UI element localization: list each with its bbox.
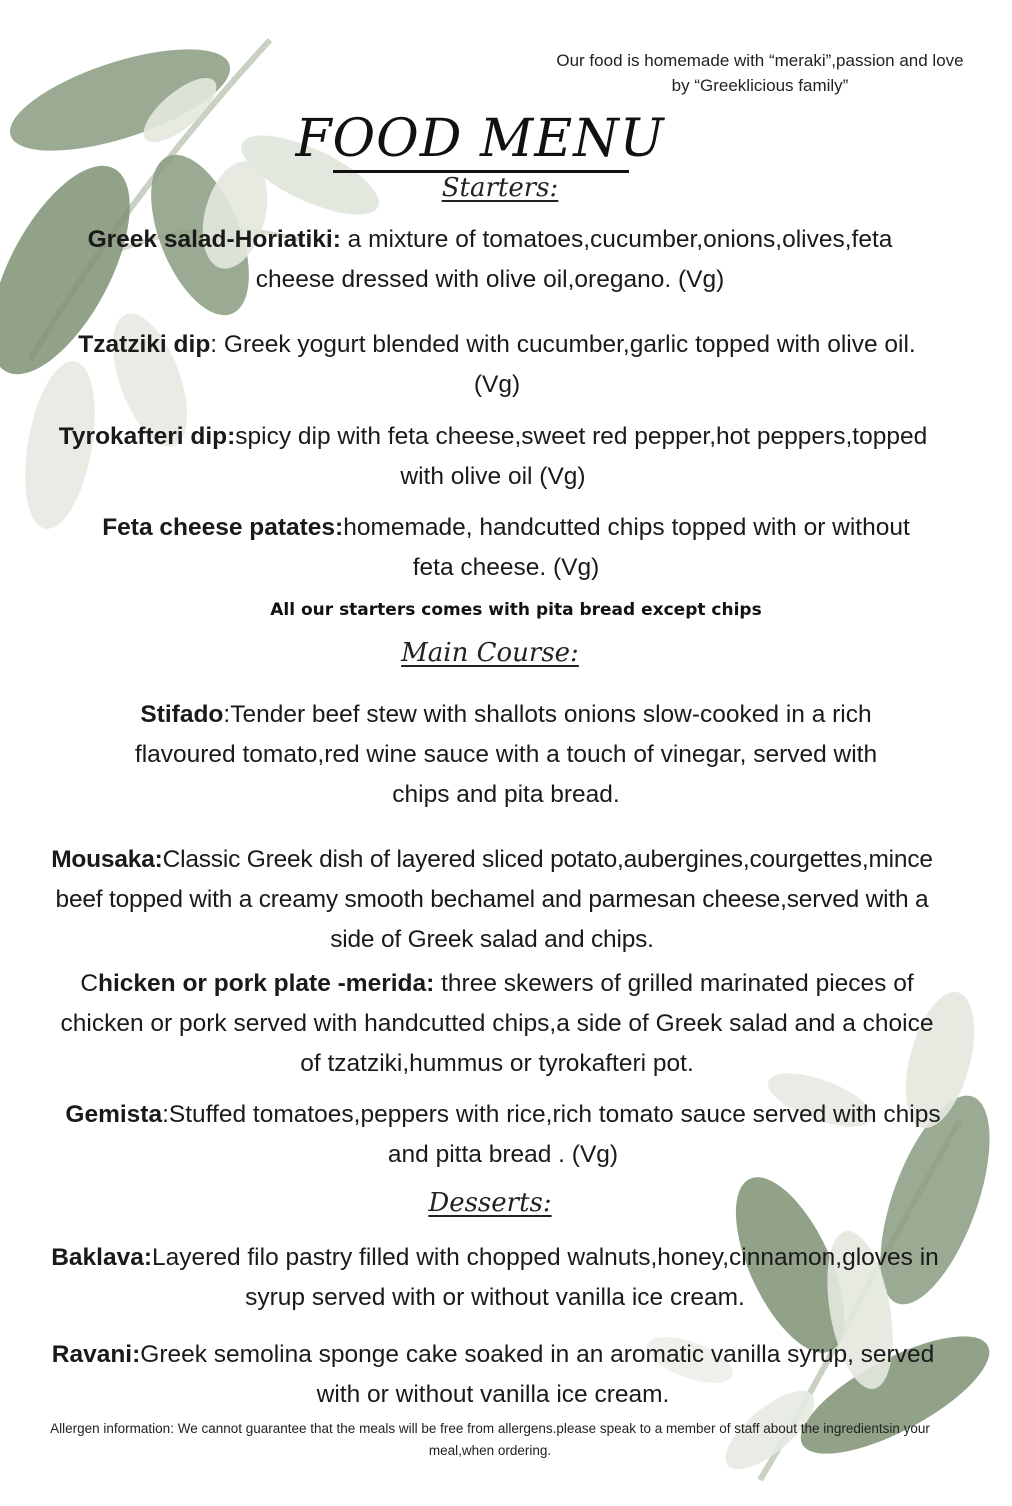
item-description: cheese dressed with olive oil,oregano. (Vg) — [255, 266, 725, 293]
item-description: (Vg) — [473, 371, 521, 398]
menu-item-baklava — [0, 1238, 990, 1318]
menu-item-gemista — [0, 1095, 1006, 1175]
item-name: Mousaka: — [51, 846, 163, 873]
menu-item-tyrokafteri — [0, 417, 986, 497]
item-description: a mixture of tomatoes,cucumber,onions,olives,feta — [340, 226, 893, 253]
item-description: Classic Greek dish of layered sliced potato,aubergines,courgettes,mince — [162, 846, 933, 873]
item-name: Ravani: — [51, 1341, 141, 1368]
menu-item-feta-patates — [0, 508, 1012, 588]
item-description: chicken or pork served with handcutted chips,a side of Greek salad and a choice — [60, 1010, 934, 1037]
item-description: and pitta bread . (Vg) — [387, 1141, 619, 1168]
item-description: homemade, handcutted chips topped with or without — [343, 514, 910, 541]
item-description: Greek semolina sponge cake soaked in an aromatic vanilla syrup, served — [140, 1341, 935, 1368]
item-description: beef topped with a creamy smooth bechamel and parmesan cheese,served with a — [55, 886, 929, 913]
tagline-line-2: by “Greeklicious family” — [671, 76, 849, 95]
item-description: spicy dip with feta cheese,sweet red pepper,hot peppers,topped — [235, 423, 928, 450]
item-description: chips and pita bread. — [392, 781, 620, 808]
item-name: Baklava: — [51, 1244, 153, 1271]
section-desserts: Desserts: — [428, 1188, 552, 1218]
item-description: with olive oil (Vg) — [400, 463, 586, 490]
item-description: :Tender beef stew with shallots onions slow-cooked in a rich — [223, 701, 872, 728]
item-name: Tyrokafteri dip: — [58, 423, 236, 450]
menu-item-tzatziki — [0, 325, 994, 405]
item-description: with or without vanilla ice cream. — [316, 1381, 670, 1408]
menu-item-mousaka — [0, 840, 984, 960]
item-description: flavoured tomato,red wine sauce with a touch of vinegar, served with — [134, 741, 878, 768]
menu-item-merida — [0, 964, 994, 1084]
section-starters: Starters: — [441, 173, 559, 203]
tagline-line-1: Our food is homemade with “meraki”,passion and love — [556, 51, 964, 70]
item-description: : Greek yogurt blended with cucumber,garlic topped with olive oil. — [210, 331, 916, 358]
item-name: Greek salad-Horiatiki: — [87, 226, 341, 253]
starters-note: All our starters comes with pita bread except chips — [270, 600, 762, 620]
item-description: :Stuffed tomatoes,peppers with rice,rich tomato sauce served with chips — [162, 1101, 941, 1128]
section-main-course: Main Course: — [401, 638, 579, 668]
item-description: three skewers of grilled marinated pieces of — [434, 970, 914, 997]
page-title: FOOD MENU — [295, 109, 665, 169]
item-name: Tzatziki dip — [78, 331, 211, 358]
item-description: syrup served with or without vanilla ice cream. — [245, 1284, 745, 1311]
menu-item-ravani — [0, 1335, 986, 1415]
item-description: of tzatziki,hummus or tyrokafteri pot. — [300, 1050, 694, 1077]
item-name: Feta cheese patates: — [102, 514, 344, 541]
item-description: Layered filo pastry filled with chopped walnuts,honey,cinnamon,gloves in — [152, 1244, 939, 1271]
menu-item-stifado — [0, 695, 1012, 815]
item-name: Gemista — [65, 1101, 163, 1128]
menu-item-greek-salad — [0, 220, 980, 300]
item-description: side of Greek salad and chips. — [330, 926, 654, 953]
item-name-prefix: C — [80, 970, 99, 997]
allergen-line-1: Allergen information: We cannot guarantee that the meals will be free from allergens.please speak to a member of staff about the ingredientsin your — [50, 1421, 930, 1436]
allergen-line-2: meal,when ordering. — [428, 1443, 552, 1458]
item-description: feta cheese. (Vg) — [412, 554, 600, 581]
tagline — [520, 48, 1000, 98]
item-name: hicken or pork plate -merida: — [98, 970, 435, 997]
item-name: Stifado — [140, 701, 224, 728]
allergen-info — [10, 1418, 970, 1462]
